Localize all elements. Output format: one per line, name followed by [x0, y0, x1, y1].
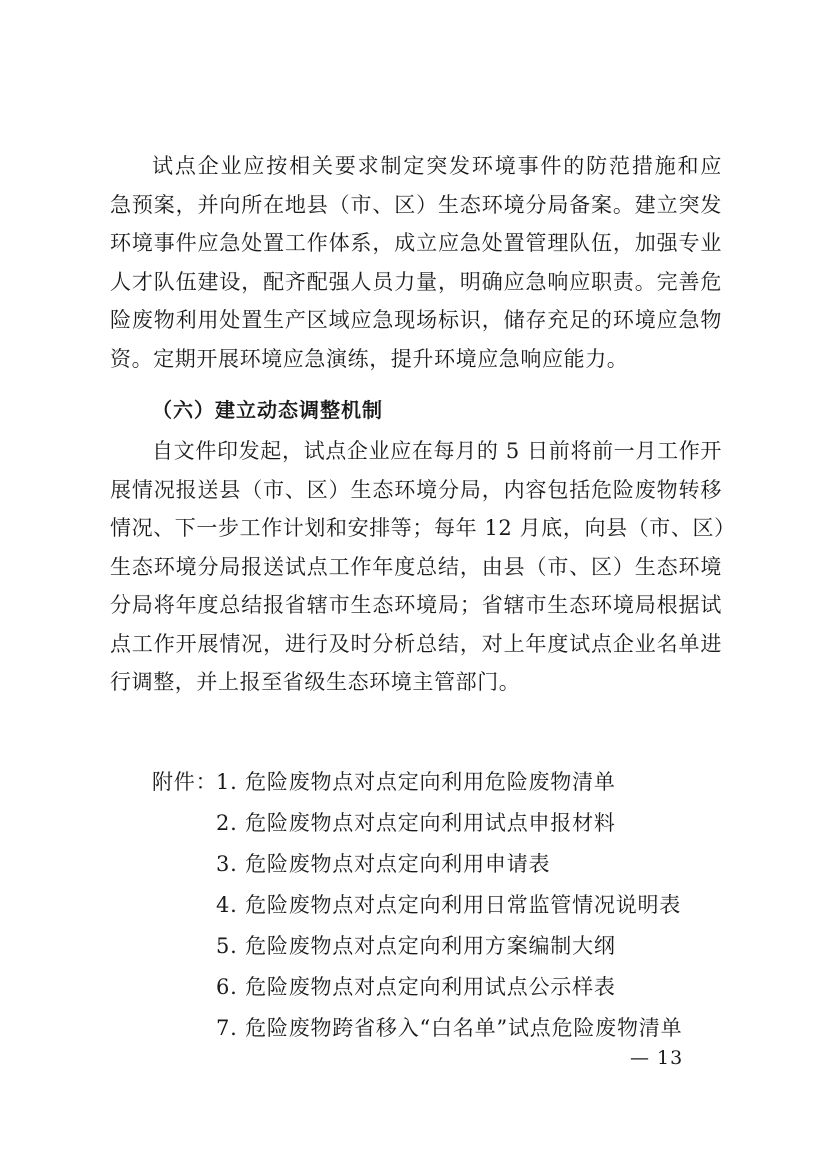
paragraph-line: 行调整，并上报至省级生态环境主管部门。	[110, 670, 521, 694]
attachment-item	[152, 926, 682, 967]
section-heading: （六）建立动态调整机制	[152, 398, 383, 422]
paragraph-line: 资。定期开展环境应急演练，提升环境应急响应能力。	[110, 346, 629, 371]
attachment-title: 4. 危险废物点对点定向利用日常监管情况说明表	[216, 893, 682, 917]
attachment-title: 6. 危险废物点对点定向利用试点公示样表	[216, 975, 616, 999]
paragraph-line: 情况、下一步工作计划和安排等；每年 12 月底，向县（市、区）	[110, 516, 736, 540]
attachment-title: 7. 危险废物跨省移入“白名单”试点危险废物清单	[216, 1016, 683, 1040]
paragraph-dynamic-adjustment	[110, 432, 736, 702]
paragraph-line: 生态环境分局报送试点工作年度总结，由县（市、区）生态环境	[110, 554, 722, 579]
attachment-label: 附件：	[152, 770, 218, 794]
attachment-item	[152, 762, 682, 803]
attachment-title: 2. 危险废物点对点定向利用试点申报材料	[216, 811, 616, 835]
attachment-title: 1. 危险废物点对点定向利用危险废物清单	[216, 770, 616, 794]
attachment-title: 5. 危险废物点对点定向利用方案编制大纲	[216, 934, 616, 958]
page-number: — 13	[630, 1047, 684, 1069]
attachment-list	[152, 762, 682, 1049]
paragraph-line: 分局将年度总结报省辖市生态环境局；省辖市生态环境局根据试	[110, 593, 722, 617]
paragraph-line: 人才队伍建设，配齐配强人员力量，明确应急响应职责。完善危	[110, 269, 722, 294]
attachment-item	[152, 844, 682, 885]
paragraph-line: 自文件印发起，试点企业应在每月的 5 日前将前一月工作开	[152, 439, 722, 463]
paragraph-line: 急预案，并向所在地县（市、区）生态环境分局备案。建立突发	[110, 192, 722, 217]
attachment-title: 3. 危险废物点对点定向利用申请表	[216, 852, 551, 876]
attachment-item	[152, 1008, 682, 1049]
paragraph-line: 点工作开展情况，进行及时分析总结，对上年度试点企业名单进	[110, 631, 722, 656]
attachment-item	[152, 885, 682, 926]
paragraph-line: 展情况报送县（市、区）生态环境分局，内容包括危险废物转移	[110, 477, 722, 502]
paragraph-line: 环境事件应急处置工作体系，成立应急处置管理队伍，加强专业	[110, 231, 722, 255]
attachment-item	[152, 967, 682, 1008]
paragraph-emergency-plan	[110, 147, 722, 378]
paragraph-line: 试点企业应按相关要求制定突发环境事件的防范措施和应	[152, 154, 722, 178]
attachment-item	[152, 803, 682, 844]
paragraph-line: 险废物利用处置生产区域应急现场标识，储存充足的环境应急物	[110, 308, 722, 332]
